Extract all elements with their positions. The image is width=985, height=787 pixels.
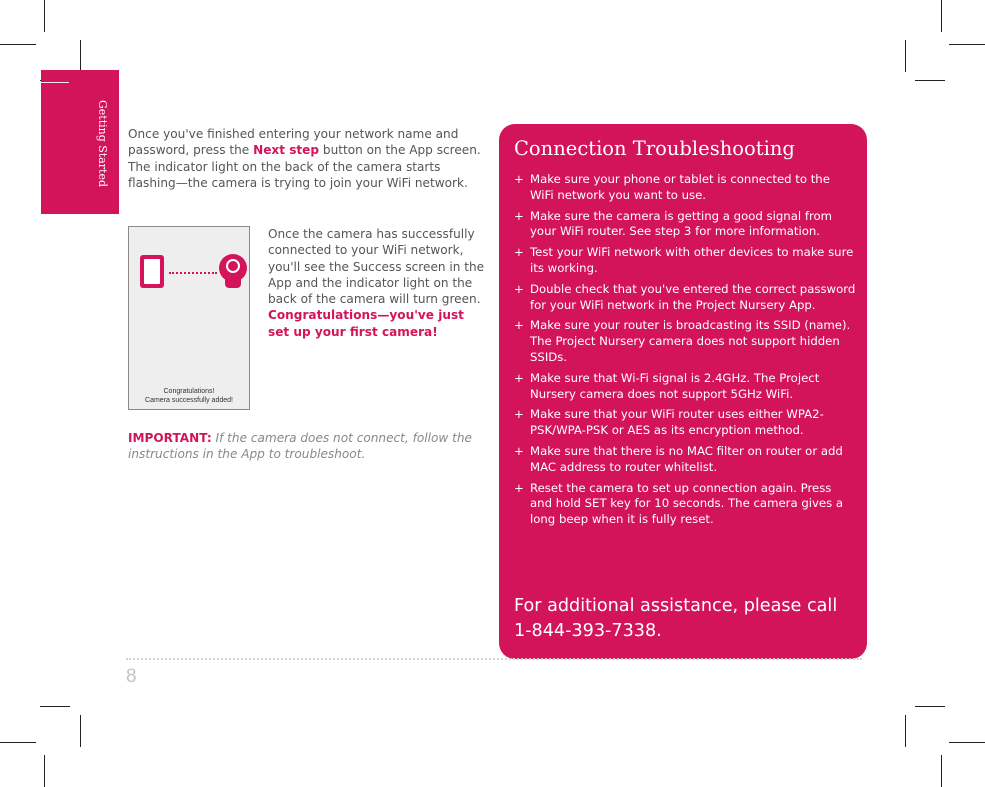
list-item-text: Make sure that your WiFi router uses either WPA2-PSK/WPA-PSK or AES as its encryption method. [530,407,824,438]
section-tab-label: Getting Started [96,100,109,188]
list-item [512,481,857,528]
crop-mark [949,742,985,743]
list-item-text: Double check that you've entered the correct password for your WiFi network in the Project Nursery App. [530,281,856,312]
crop-mark [915,80,945,81]
important-label: IMPORTANT: [128,431,212,445]
list-item [512,282,857,314]
crop-mark [40,706,70,707]
intro-bold-next-step: Next step [253,143,320,158]
crop-mark [941,755,942,787]
list-item-text: Make sure your phone or tablet is connected to the WiFi network you want to use. [530,172,830,202]
list-item [512,444,857,476]
intro-text-end: button on the App screen. The indicator light on the back of the camera starts flashing—the camera is trying to join your WiFi network. [128,143,481,190]
success-paragraph [268,226,486,340]
page-number: 8 [126,666,137,687]
intro-text-start: Once you've finished entering your network name and password, press the [128,127,459,158]
plus-bullet-icon: + [514,172,524,186]
connection-dotted-line [169,272,217,274]
section-tab [41,70,119,214]
crop-mark [941,0,942,32]
list-item-text: Reset the camera to set up connection again. Press and hold SET key for 10 seconds. The camera gives a long beep when it is fully reset. [530,480,844,527]
plus-bullet-icon: + [514,480,524,495]
list-item-text: Test your WiFi network with other devices to make sure its working. [530,245,854,275]
tab-rule [41,82,69,83]
important-text: If the camera does not connect, follow the instructions in the App to troubleshoot. [128,431,472,462]
success-body-text: Once the camera has successfully connected to your WiFi network, you'll see the Success screen in the App and the indicator light on the back of the camera will turn green. [268,227,485,307]
success-message [129,387,249,405]
crop-mark [80,40,81,72]
list-item [512,407,857,439]
crop-mark [44,755,45,787]
success-message-line2: Camera successfully added! [145,397,233,404]
crop-mark [915,706,945,707]
list-item [512,245,857,277]
list-item [512,209,857,241]
crop-mark [0,742,36,743]
plus-bullet-icon: + [514,245,524,260]
success-message-line1: Congratulations! [163,388,215,395]
important-note [128,430,488,463]
troubleshooting-title: Connection Troubleshooting [514,137,795,160]
intro-paragraph [128,126,483,191]
list-item [512,371,857,403]
crop-mark [949,44,985,45]
crop-mark [905,715,906,747]
smartphone-icon [140,255,164,288]
app-success-screen-illustration [128,226,250,410]
plus-bullet-icon: + [514,318,524,333]
success-congrats-bold: Congratulations—you've just set up your first camera! [268,308,464,339]
crop-mark [80,715,81,747]
list-item-text: Make sure the camera is getting a good signal from your WiFi router. See step 3 for more information. [530,208,833,239]
plus-bullet-icon: + [514,370,524,385]
list-item-text: Make sure your router is broadcasting its SSID (name). The Project Nursery camera does not support hidden SSIDs. [530,318,851,364]
camera-icon [219,254,247,282]
plus-bullet-icon: + [514,208,524,223]
list-item-text: Make sure that Wi-Fi signal is 2.4GHz. The Project Nursery camera does not support 5GHz WiFi. [530,370,820,401]
plus-bullet-icon: + [514,443,524,458]
crop-mark [0,44,36,45]
troubleshooting-card [499,124,867,659]
list-item [512,172,857,204]
assistance-phone-text: For additional assistance, please call 1-844-393-7338. [514,596,838,641]
footer-dotted-rule [126,658,862,660]
camera-base-icon [225,279,241,288]
crop-mark [905,40,906,72]
plus-bullet-icon: + [514,281,524,296]
crop-mark [44,0,45,32]
list-item-text: Make sure that there is no MAC filter on router or add MAC address to router whitelist. [530,443,843,474]
plus-bullet-icon: + [514,407,524,422]
troubleshooting-list [512,172,857,533]
list-item [512,318,857,365]
